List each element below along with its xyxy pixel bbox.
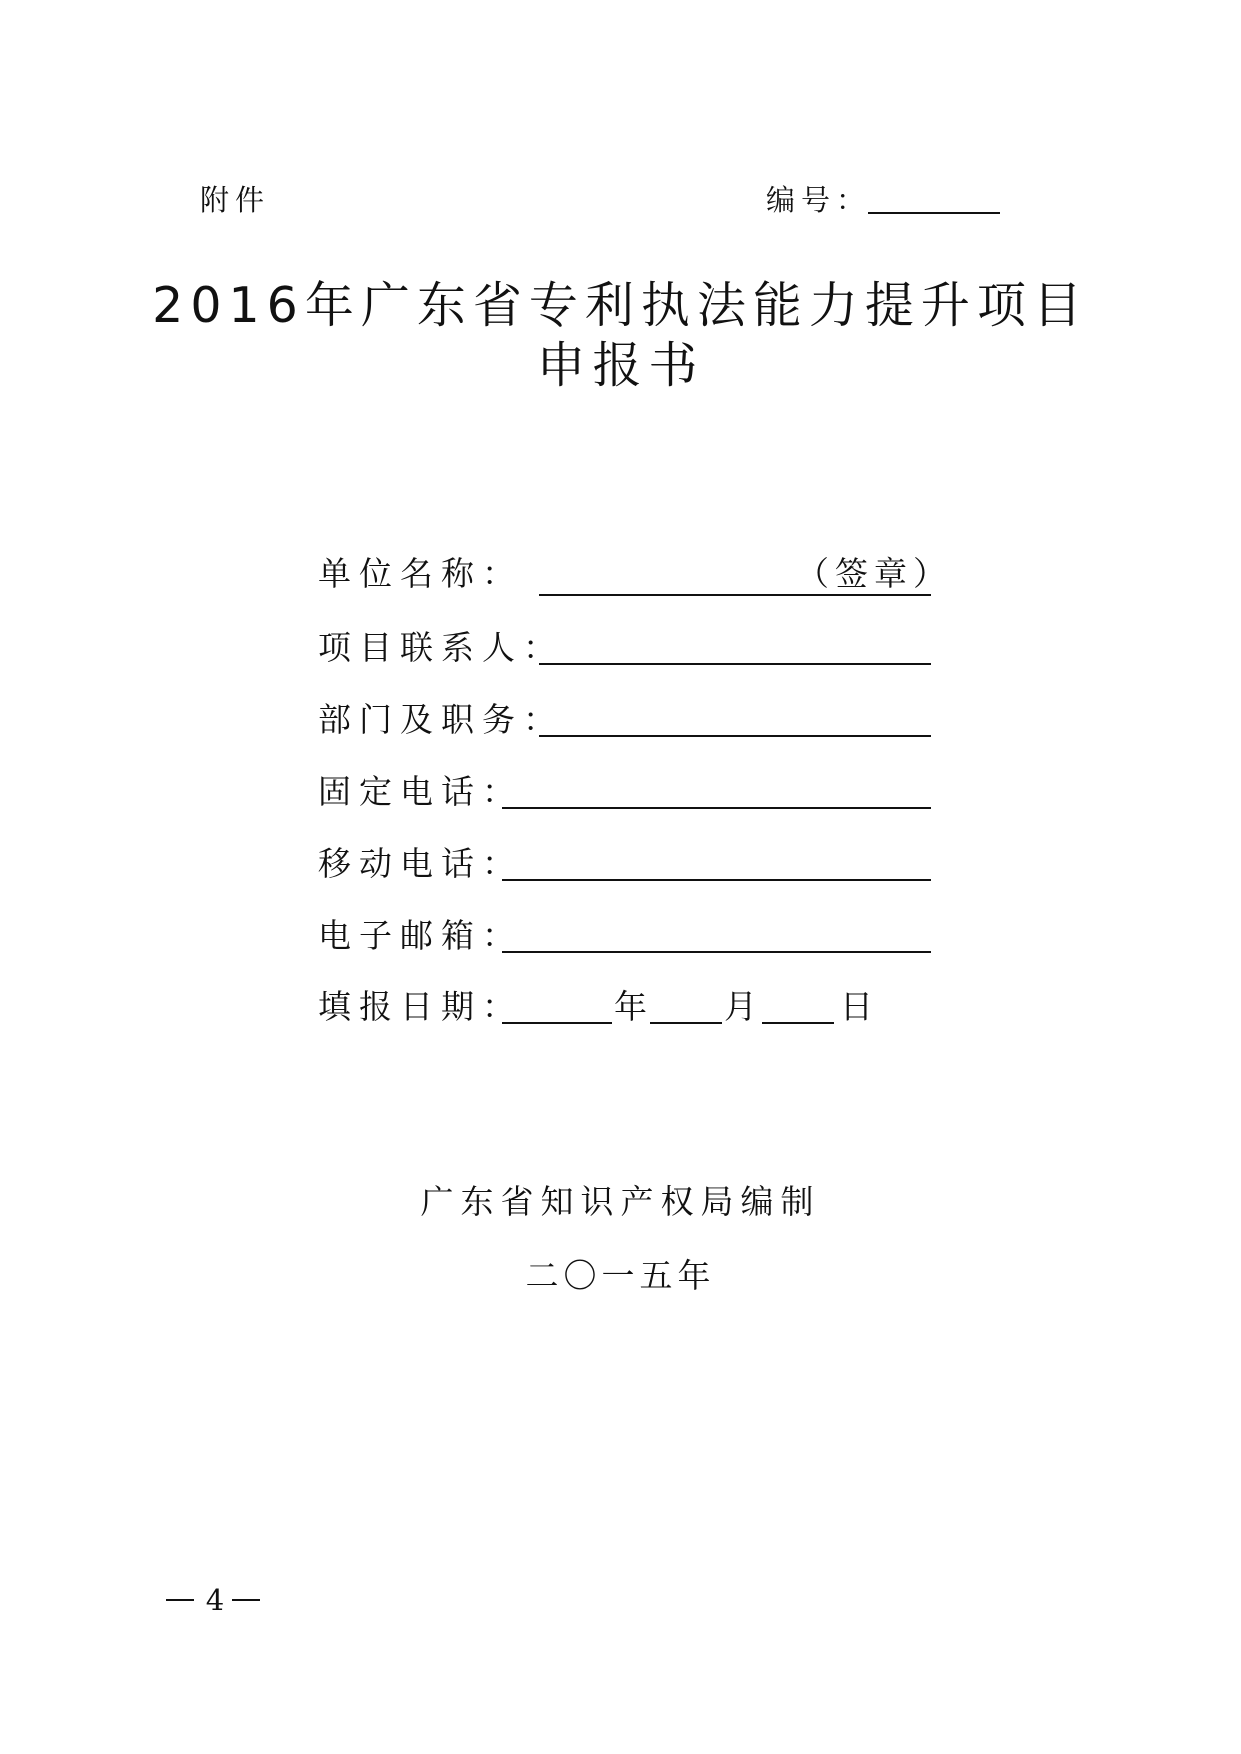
date-day-unit: 日 [840,987,873,1026]
date-month-unit: 月 [724,987,757,1026]
department-position-field[interactable] [539,735,931,737]
mobile-label: 移动电话： [318,844,523,883]
serial-number-label: 编号： [766,183,872,217]
mobile-field[interactable] [502,879,931,881]
fill-date-label: 填报日期： [318,987,523,1026]
email-label: 电子邮箱： [318,916,523,955]
serial-number-field[interactable] [868,212,1000,214]
contact-person-field[interactable] [539,663,931,665]
email-field[interactable] [502,951,931,953]
contact-person-label: 项目联系人： [318,628,564,667]
page-number-right-dash [232,1599,260,1601]
department-position-label: 部门及职务： [318,700,564,739]
date-month-field[interactable] [650,1022,722,1024]
document-title: 2016年广东省专利执法能力提升项目 [152,277,1089,334]
date-year-field[interactable] [502,1022,612,1024]
page-number: 4 [205,1583,225,1617]
unit-name-label: 单位名称： [318,554,523,593]
compiled-by: 广东省知识产权局编制 [420,1182,821,1221]
landline-field[interactable] [502,807,931,809]
page-number-left-dash [166,1599,194,1601]
compiled-year: 二〇一五年 [525,1256,716,1295]
date-year-unit: 年 [614,987,647,1026]
attachment-label: 附件 [200,183,271,217]
document-subtitle: 申报书 [536,337,705,394]
stamp-note: （签章） [796,554,952,593]
landline-label: 固定电话： [318,772,523,811]
date-day-field[interactable] [762,1022,834,1024]
